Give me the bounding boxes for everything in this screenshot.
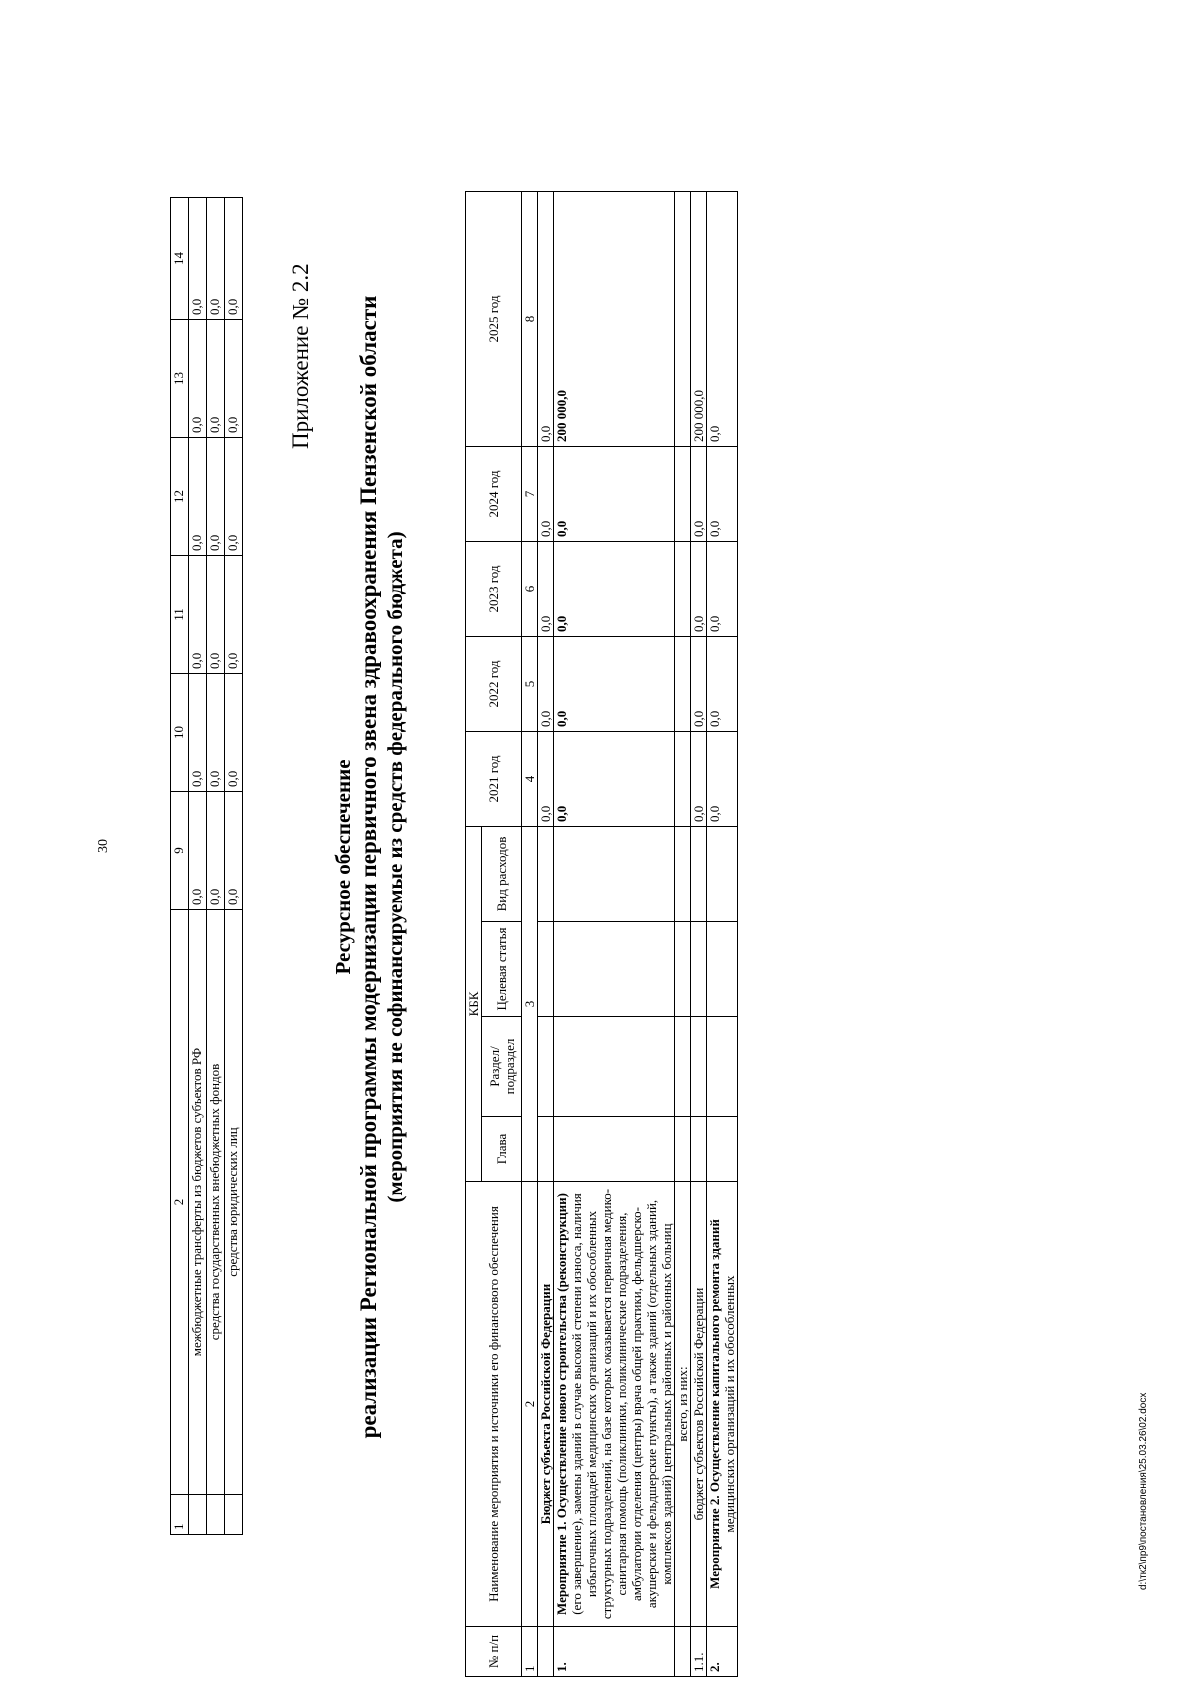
table-cell: 0,0 <box>554 637 675 732</box>
table-cell <box>538 1017 554 1117</box>
table-cell <box>675 1017 691 1117</box>
table-cell: 0,0 <box>225 438 243 556</box>
table-cell <box>675 542 691 637</box>
table-cell: 14 <box>171 198 189 320</box>
table-cell: 2. <box>707 1627 738 1677</box>
table-cell <box>707 827 738 922</box>
table-cell: 8 <box>522 192 538 447</box>
table-cell: 0,0 <box>538 542 554 637</box>
table-cell: 0,0 <box>707 637 738 732</box>
table-cell <box>189 1495 207 1535</box>
table-cell <box>707 1017 738 1117</box>
header-cell: КБК <box>466 827 482 1182</box>
table-cell <box>554 1117 675 1182</box>
table-cell <box>538 922 554 1017</box>
table-cell <box>538 1117 554 1182</box>
table-cell: 0,0 <box>207 198 225 320</box>
table-cell <box>538 827 554 922</box>
table-cell: 0,0 <box>707 192 738 447</box>
table-cell: 4 <box>522 732 538 827</box>
table-cell: 0,0 <box>189 198 207 320</box>
table-cell: 200 000,0 <box>691 192 707 447</box>
document-title <box>330 197 408 1537</box>
table-cell: Бюджет субъекта Российской Федерации <box>538 1182 554 1627</box>
table-row <box>675 192 691 1677</box>
appendix-label: Приложение № 2.2 <box>288 263 313 449</box>
table-cell: 0,0 <box>538 447 554 542</box>
table-cell <box>207 1495 225 1535</box>
table-cell: 10 <box>171 674 189 792</box>
table-cell: 0,0 <box>189 792 207 910</box>
header-cell: Глава <box>482 1117 522 1182</box>
footer-file-path: d:\тк2\пр9\постановления\25.03.26\02.docx <box>1138 1392 1149 1590</box>
table-cell: 0,0 <box>189 320 207 438</box>
table-cell: 13 <box>171 320 189 438</box>
table-cell: 0,0 <box>207 320 225 438</box>
table-cell <box>675 447 691 542</box>
table-cell: 11 <box>171 556 189 674</box>
table-cell: 0,0 <box>189 556 207 674</box>
header-cell: № п/п <box>466 1627 522 1677</box>
table-cell <box>691 1017 707 1117</box>
table-cell: 0,0 <box>207 438 225 556</box>
table-cell: 0,0 <box>538 192 554 447</box>
table-cell: 2 <box>522 1182 538 1627</box>
table-cell: 1 <box>171 1495 189 1535</box>
table-cell <box>691 922 707 1017</box>
table-cell <box>675 637 691 732</box>
table-cell: 0,0 <box>225 198 243 320</box>
table-cell: 3 <box>522 827 538 1182</box>
table-cell: 0,0 <box>538 732 554 827</box>
header-cell: 2023 год <box>466 542 522 637</box>
header-cell: Наименование мероприятия и источники его финансового обеспечения <box>466 1182 522 1627</box>
header-cell: Целевая статья <box>482 922 522 1017</box>
table-cell: 0,0 <box>554 447 675 542</box>
table-cell: бюджет субъектов Российской Федерации <box>691 1182 707 1627</box>
table-cell: 0,0 <box>207 792 225 910</box>
table-cell: 0,0 <box>189 674 207 792</box>
table-cell <box>675 732 691 827</box>
page-number: 30 <box>96 839 111 853</box>
table-cell: 0,0 <box>225 556 243 674</box>
title-line: Ресурсное обеспечение <box>331 759 355 975</box>
table-cell: 7 <box>522 447 538 542</box>
table-cell: 9 <box>171 792 189 910</box>
table-cell: 0,0 <box>691 542 707 637</box>
table-cell: 2 <box>171 910 189 1495</box>
title-line: реализации Региональной программы модернизации первичного звена здравоохранения Пензенской области <box>356 295 381 1439</box>
table-cell <box>675 922 691 1017</box>
table-cell: 1.1. <box>691 1627 707 1677</box>
table-cell <box>675 827 691 922</box>
table-cell: 5 <box>522 637 538 732</box>
table-cell <box>707 1182 738 1627</box>
table-cell: 0,0 <box>189 438 207 556</box>
table-row <box>538 192 554 1677</box>
table-cell: 0,0 <box>207 674 225 792</box>
table-cell <box>675 1117 691 1182</box>
event-title: Мероприятие 1. Осуществление нового строительства (реконструкции) <box>554 1193 569 1615</box>
table-cell: 0,0 <box>554 732 675 827</box>
table-cell <box>538 1627 554 1677</box>
table-cell: 0,0 <box>691 732 707 827</box>
table-cell: 200 000,0 <box>554 192 675 447</box>
table-cell: 0,0 <box>707 542 738 637</box>
table-cell <box>707 922 738 1017</box>
header-row <box>466 192 482 1677</box>
header-cell: 2024 год <box>466 447 522 542</box>
table-cell: 0,0 <box>207 556 225 674</box>
table-row <box>189 198 207 1535</box>
table-cell <box>554 922 675 1017</box>
event-description: (его завершение), замены зданий в случае высокой степени износа, наличия избыточных площадей медицинских организаций и их обособленных структурных подразделений, на базе которых оказывается первичная медико-санитарная помощь (поликлиники, поликлинические подразделения, амбулатории отделения (центры) врача общей практики, фельдшерско-акушерские и фельдшерские пункты), а также зданий (отдельных зданий, комплексов зданий) центральных районных и районных больниц <box>569 1188 674 1620</box>
resource-table <box>465 191 738 1677</box>
table-cell <box>554 1182 675 1627</box>
top-continuation-table <box>170 197 243 1535</box>
header-cell: 2021 год <box>466 732 522 827</box>
table-cell: средства государственных внебюджетных фондов <box>207 910 225 1495</box>
table-cell: всего, из них: <box>675 1182 691 1627</box>
table-cell: 0,0 <box>691 637 707 732</box>
table-cell: 0,0 <box>691 447 707 542</box>
table-row <box>707 192 738 1677</box>
table-cell: 0,0 <box>554 542 675 637</box>
table-cell: 0,0 <box>707 447 738 542</box>
table-cell <box>675 1627 691 1677</box>
table-cell: средства юридических лиц <box>225 910 243 1495</box>
table-cell <box>554 827 675 922</box>
table-row <box>554 192 675 1677</box>
table-cell: 0,0 <box>538 637 554 732</box>
table-cell: 0,0 <box>225 320 243 438</box>
header-cell: Вид расходов <box>482 827 522 922</box>
table-cell: 12 <box>171 438 189 556</box>
table-cell: 1. <box>554 1627 675 1677</box>
table-cell: 0,0 <box>225 674 243 792</box>
table-cell: межбюджетные трансферты из бюджетов субъектов РФ <box>189 910 207 1495</box>
table-row <box>225 198 243 1535</box>
table-cell <box>225 1495 243 1535</box>
event-title: Мероприятие 2. Осуществление капитального ремонта зданий <box>707 1219 722 1589</box>
table-cell <box>691 1117 707 1182</box>
table-cell: 0,0 <box>707 732 738 827</box>
title-line: (мероприятия не софинансируемые из средств федерального бюджета) <box>383 531 407 1203</box>
table-cell <box>675 192 691 447</box>
table-row <box>171 198 189 1535</box>
table-cell: 0,0 <box>225 792 243 910</box>
event-description: медицинских организаций и их обособленных <box>722 1275 737 1533</box>
table-cell: 6 <box>522 542 538 637</box>
table-cell <box>691 827 707 922</box>
header-cell: Раздел/ подраздел <box>482 1017 522 1117</box>
table-row <box>691 192 707 1677</box>
table-row <box>207 198 225 1535</box>
table-cell <box>554 1017 675 1117</box>
table-row <box>522 192 538 1677</box>
table-cell: 1 <box>522 1627 538 1677</box>
header-cell: 2025 год <box>466 192 522 447</box>
table-cell <box>707 1117 738 1182</box>
header-cell: 2022 год <box>466 637 522 732</box>
